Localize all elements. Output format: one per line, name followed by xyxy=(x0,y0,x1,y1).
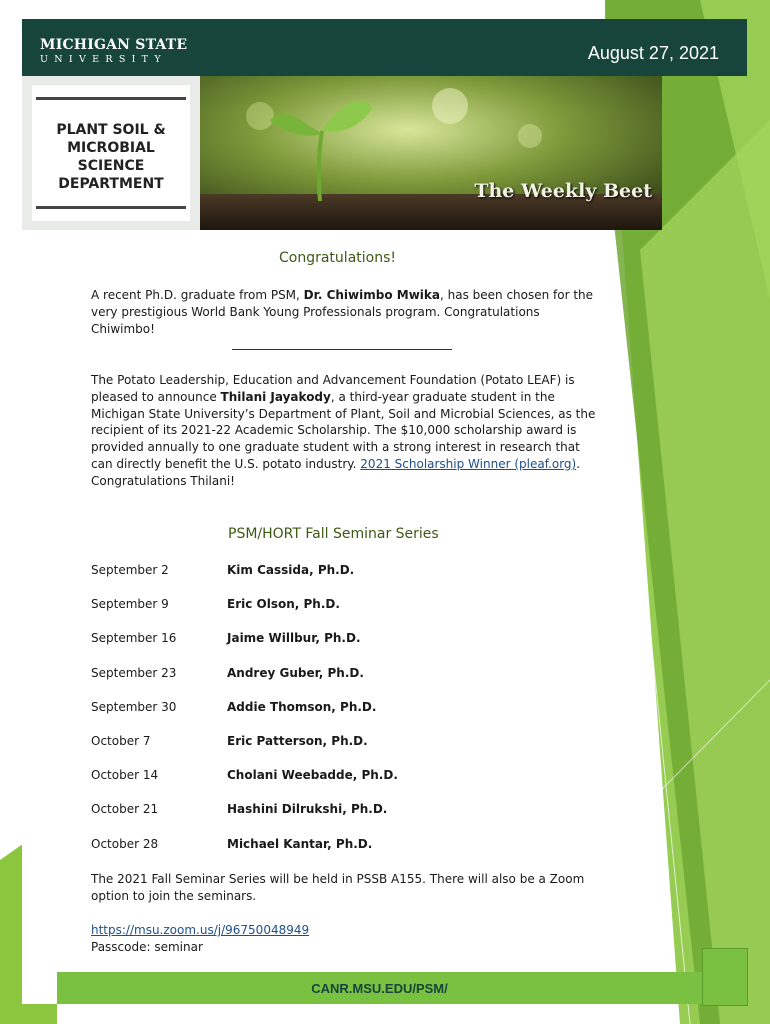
congrats-paragraph-2 xyxy=(91,372,601,490)
seminar-speaker: Kim Cassida, Ph.D. xyxy=(227,563,355,577)
seminar-speaker: Hashini Dilrukshi, Ph.D. xyxy=(227,802,388,817)
zoom-info xyxy=(91,922,601,956)
header-bar xyxy=(22,19,747,76)
seminar-date: October 14 xyxy=(91,768,159,783)
seminar-date: September 23 xyxy=(91,665,177,680)
congrats-paragraph-1 xyxy=(91,287,601,337)
department-logo xyxy=(32,85,190,221)
seminar-speaker: Eric Patterson, Ph.D. xyxy=(227,734,368,748)
para2-text-a: The Potato Leadership, Education and Advancement Foundation (Potato LEAF) is pleased to announce xyxy=(91,373,575,404)
para2-text-b: , a third-year graduate student in the Michigan State University’s Department of Plant, Soil and Microbial Sciences, as the recipient of its 2021-22 Academic Scholarship. The $10,000 scholarship award is provided annually to one graduate student with a strong interest in research that can directly benefit the U.S. potato industry. xyxy=(91,389,596,471)
seminar-heading: PSM/HORT Fall Seminar Series xyxy=(228,526,439,542)
seminar-speaker: Jaime Willbur, Ph.D. xyxy=(227,631,361,646)
seminar-speaker: Cholani Weebadde, Ph.D. xyxy=(227,768,398,783)
para1-text-b: , has been chosen for the very prestigious World Bank Young Professionals program. Congratulations Chiwimbo! xyxy=(91,288,594,336)
graduate-name: Dr. Chiwimbo Mwika xyxy=(303,288,440,302)
scholar-name: Thilani Jayakody xyxy=(220,389,331,404)
dept-bottom-rule xyxy=(36,206,186,209)
dept-top-rule xyxy=(36,97,186,100)
logo-line-1: MICHIGAN STATE xyxy=(40,37,188,53)
seminar-date: October 28 xyxy=(91,836,159,851)
seminar-row xyxy=(91,802,591,820)
seminar-row xyxy=(91,734,591,752)
zoom-link[interactable]: https://msu.zoom.us/j/96750048949 xyxy=(91,923,310,937)
logo-line-2: UNIVERSITY xyxy=(40,54,167,65)
para1-text-a: A recent Ph.D. graduate from PSM, xyxy=(91,288,304,302)
seminar-date: September 9 xyxy=(91,597,169,612)
seminar-date: October 21 xyxy=(91,802,159,817)
newsletter-title: The Weekly Beet xyxy=(474,180,652,202)
newsletter-date: August 27, 2021 xyxy=(587,43,719,63)
congratulations-heading: Congratulations! xyxy=(279,250,396,266)
footer-accent-square xyxy=(702,948,748,1006)
seminar-row xyxy=(91,700,591,718)
banner xyxy=(22,76,662,230)
seminar-date: September 16 xyxy=(91,631,177,646)
para2-text-c: . Congratulations Thilani! xyxy=(91,456,581,488)
seminar-speaker: Andrey Guber, Ph.D. xyxy=(227,665,364,680)
footer-url: CANR.MSU.EDU/PSM/ xyxy=(311,981,448,996)
seminar-row xyxy=(91,768,591,786)
seminar-row xyxy=(91,563,591,581)
seminar-location-note: The 2021 Fall Seminar Series will be held in PSSB A155. There will also be a Zoom option to join the seminars. xyxy=(91,872,585,903)
seminar-date: September 2 xyxy=(91,563,169,577)
seminar-row xyxy=(91,837,591,855)
seminar-row xyxy=(91,631,591,649)
footer-bar xyxy=(57,972,702,1004)
seminar-speaker: Michael Kantar, Ph.D. xyxy=(227,836,373,851)
zoom-passcode: Passcode: seminar xyxy=(91,939,203,954)
section-divider xyxy=(232,349,452,350)
seminar-row xyxy=(91,666,591,684)
seminar-date: October 7 xyxy=(91,734,151,748)
seedling-photo xyxy=(200,76,662,230)
seminar-speaker: Eric Olson, Ph.D. xyxy=(227,597,340,612)
seminar-date: September 30 xyxy=(91,699,177,714)
department-name: PLANT SOIL & MICROBIAL SCIENCE DEPARTMENT xyxy=(56,122,166,192)
seminar-speaker: Addie Thomson, Ph.D. xyxy=(227,699,377,714)
seminar-row xyxy=(91,597,591,615)
scholarship-winner-link[interactable]: 2021 Scholarship Winner (pleaf.org) xyxy=(360,456,577,471)
msu-logo xyxy=(40,37,187,66)
